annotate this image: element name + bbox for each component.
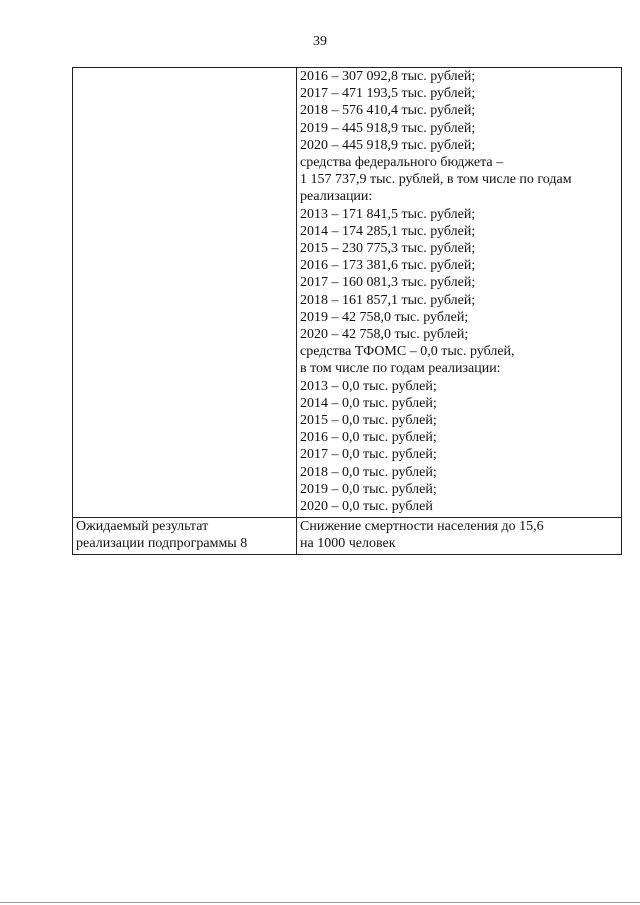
funding-line: 2017 – 471 193,5 тыс. рублей;	[300, 86, 476, 102]
funding-line: 2020 – 445 918,9 тыс. рублей;	[300, 137, 476, 153]
funding-line: 2016 – 307 092,8 тыс. рублей;	[300, 69, 476, 84]
expected-result-label-line: Ожидаемый результат	[76, 519, 209, 534]
funding-line: 2018 – 161 857,1 тыс. рублей;	[300, 292, 476, 308]
table-row-funding-continuation	[73, 68, 622, 518]
funding-line: в том числе по годам реализации:	[300, 361, 501, 377]
funding-line: 2015 – 0,0 тыс. рублей;	[300, 413, 437, 429]
funding-line: 2017 – 160 081,3 тыс. рублей;	[300, 275, 476, 291]
funding-line: 2016 – 0,0 тыс. рублей;	[300, 430, 437, 446]
funding-line: 2018 – 0,0 тыс. рублей;	[300, 464, 437, 480]
funding-line: реализации:	[300, 189, 373, 205]
funding-line: 2014 – 174 285,1 тыс. рублей;	[300, 223, 476, 239]
funding-line: 2018 – 576 410,4 тыс. рублей;	[300, 103, 476, 119]
funding-label-cell	[73, 68, 297, 518]
table-row-expected-result	[73, 518, 622, 555]
funding-line: 2015 – 230 775,3 тыс. рублей;	[300, 241, 476, 257]
funding-line: 2019 – 0,0 тыс. рублей;	[300, 481, 437, 497]
funding-values-cell	[297, 68, 622, 518]
funding-line: 2019 – 42 758,0 тыс. рублей;	[300, 309, 469, 325]
expected-result-label-cell	[73, 518, 297, 555]
funding-line: 2019 – 445 918,9 тыс. рублей;	[300, 120, 476, 136]
funding-line: 2013 – 0,0 тыс. рублей;	[300, 378, 437, 394]
funding-line: средства ТФОМС – 0,0 тыс. рублей,	[300, 344, 515, 360]
page-bottom-edge	[0, 902, 640, 903]
expected-result-label-line: реализации подпрограммы 8	[76, 536, 248, 552]
funding-line: 2020 – 42 758,0 тыс. рублей;	[300, 327, 469, 343]
program-table	[72, 67, 622, 555]
expected-result-value-line: Снижение смертности населения до 15,6	[300, 519, 544, 534]
expected-result-value-line: на 1000 человек	[300, 536, 396, 552]
funding-line: 2017 – 0,0 тыс. рублей;	[300, 447, 437, 463]
page-number: 39	[313, 34, 327, 49]
funding-line: 2016 – 173 381,6 тыс. рублей;	[300, 258, 476, 274]
funding-line: 2013 – 171 841,5 тыс. рублей;	[300, 206, 476, 222]
funding-line: 1 157 737,9 тыс. рублей, в том числе по годам	[300, 172, 572, 188]
funding-line: 2014 – 0,0 тыс. рублей;	[300, 395, 437, 411]
expected-result-value-cell	[297, 518, 622, 555]
funding-line: 2020 – 0,0 тыс. рублей	[300, 499, 433, 515]
funding-line: средства федерального бюджета –	[300, 155, 504, 171]
